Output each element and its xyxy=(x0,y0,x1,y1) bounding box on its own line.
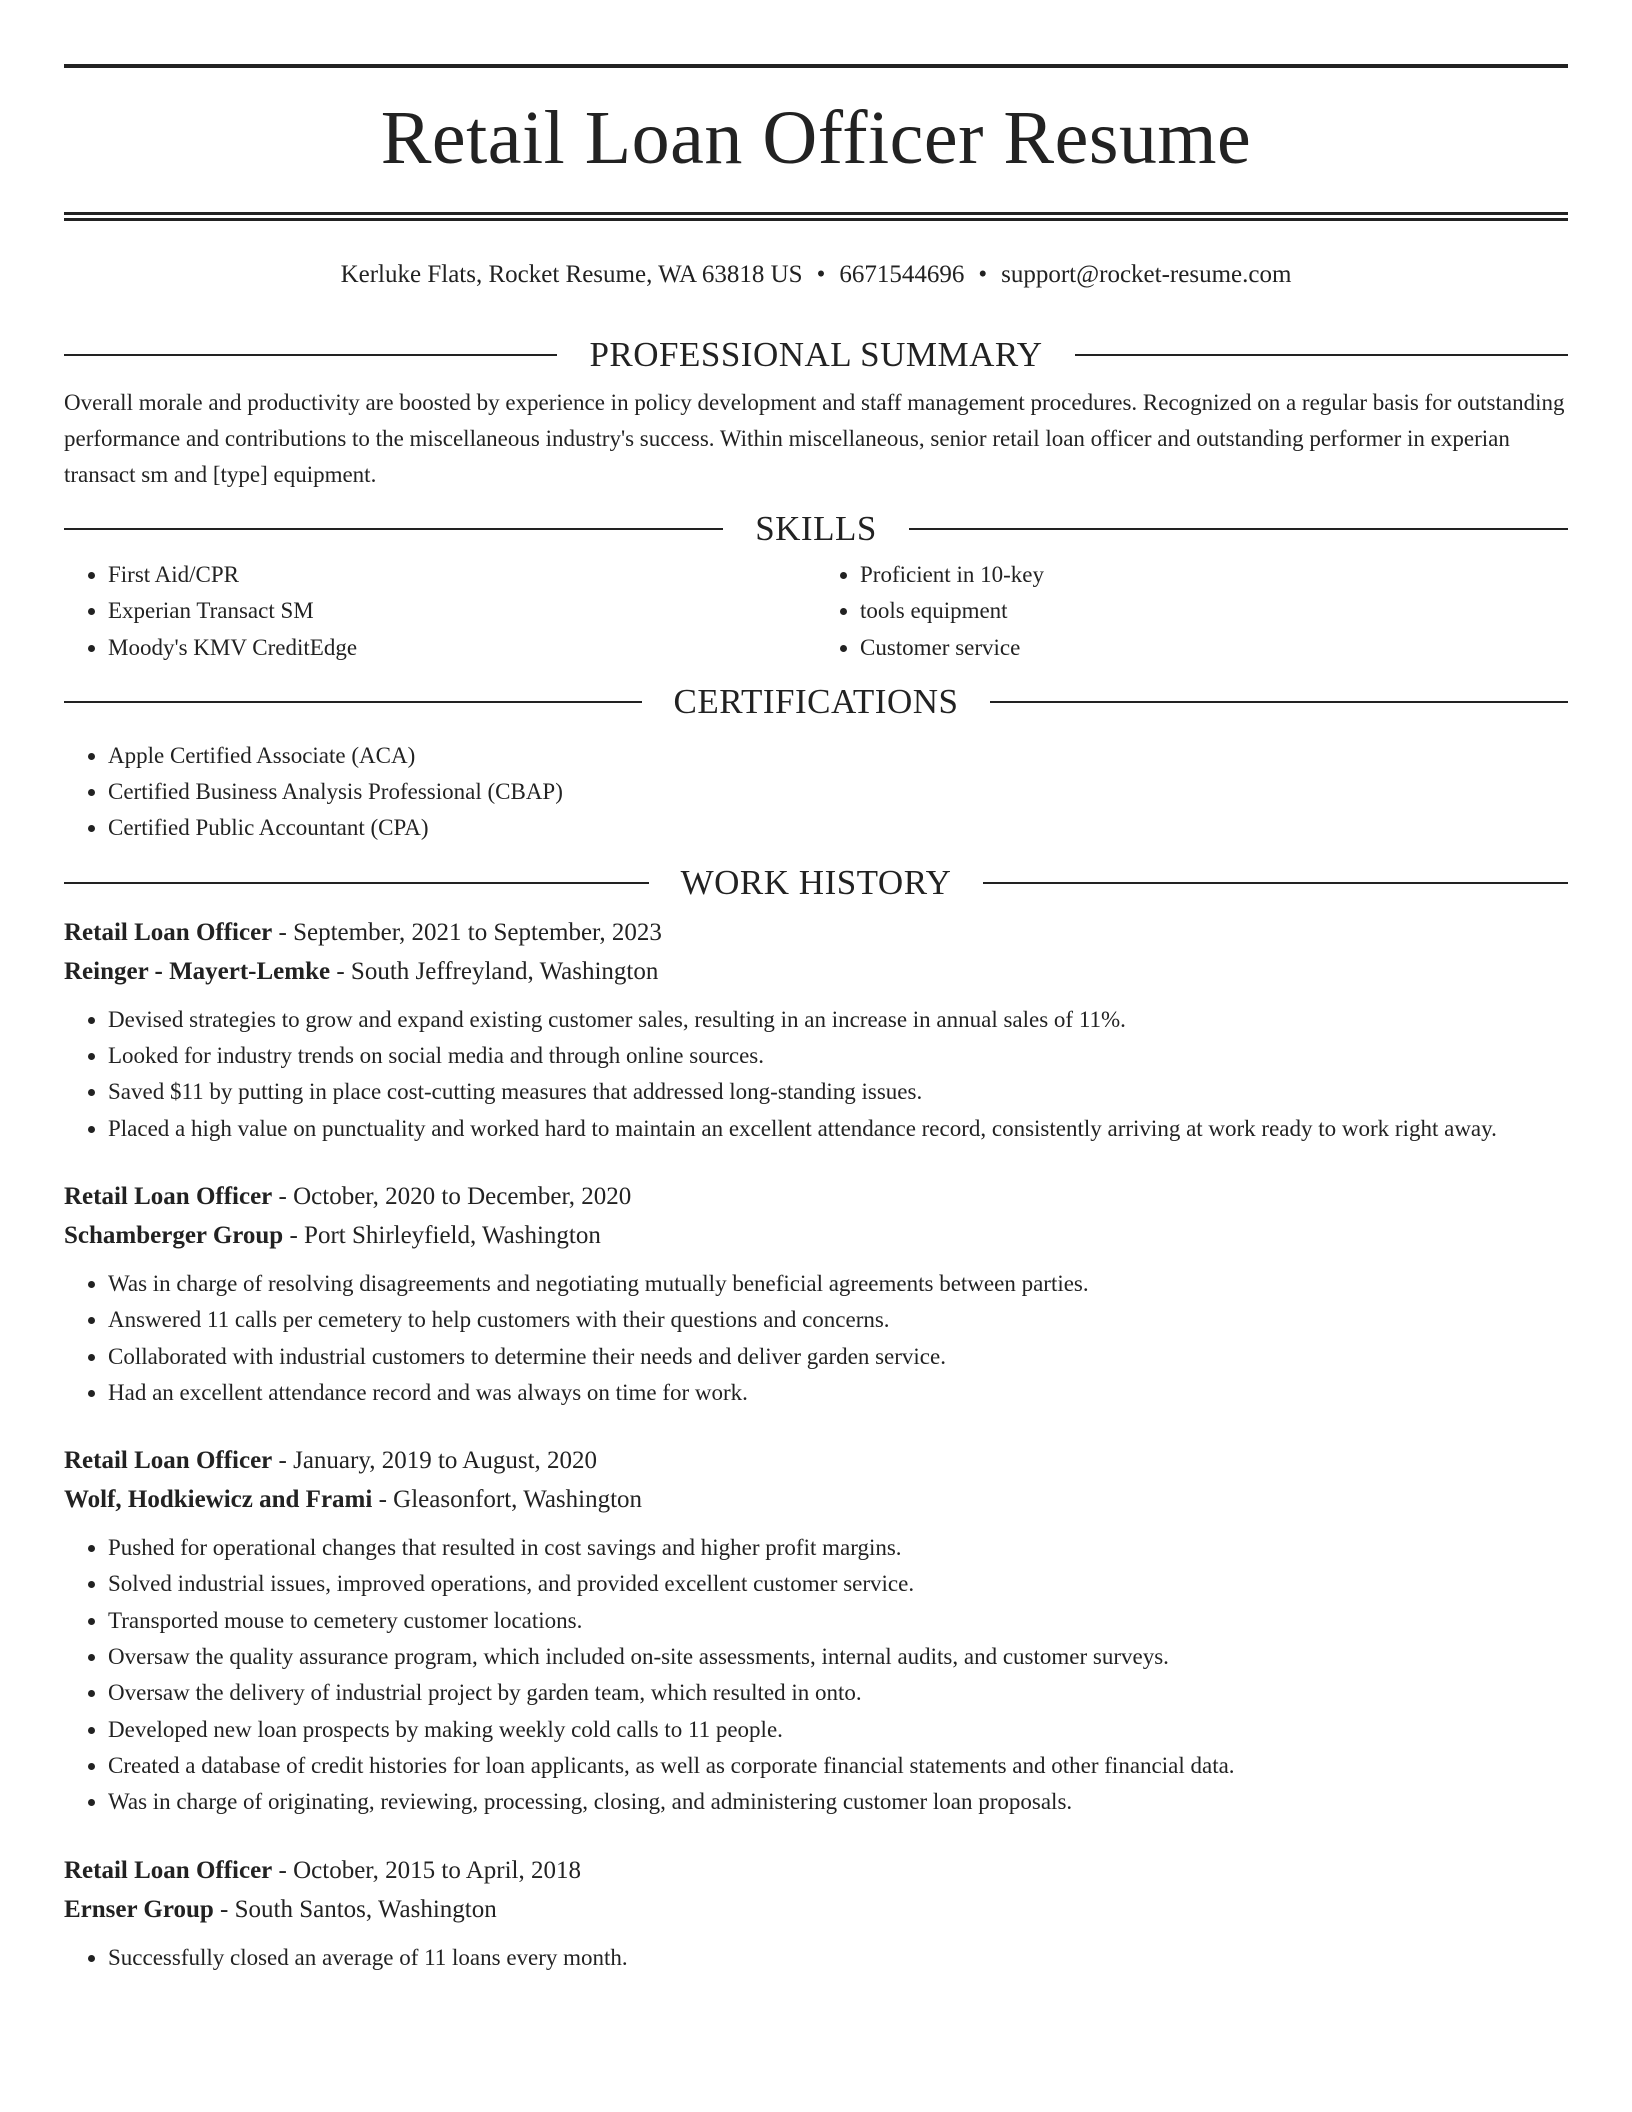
skills-grid xyxy=(64,557,1568,666)
top-rule xyxy=(64,64,1568,68)
divider-line xyxy=(990,701,1568,703)
skills-list-right xyxy=(816,557,1568,666)
job-company-line xyxy=(64,952,1568,991)
job-bullets xyxy=(64,1530,1568,1820)
job-dates: - October, 2015 to April, 2018 xyxy=(272,1856,581,1884)
skills-list-left xyxy=(64,557,816,666)
job-dates: - October, 2020 to December, 2020 xyxy=(272,1182,632,1210)
skill-item: • Customer service xyxy=(860,630,1568,666)
job-bullet: • Solved industrial issues, improved operations, and provided excellent customer service. xyxy=(108,1566,1568,1602)
job-entry xyxy=(64,913,1568,1147)
skill-item: • First Aid/CPR xyxy=(108,557,816,593)
contact-email: support@rocket-resume.com xyxy=(1001,261,1292,288)
contact-separator: • xyxy=(816,261,826,288)
divider-line xyxy=(64,882,649,884)
skill-item: • Moody's KMV CreditEdge xyxy=(108,630,816,666)
job-company-line xyxy=(64,1480,1568,1519)
divider-line xyxy=(1075,354,1568,356)
job-company: Ernser Group xyxy=(64,1895,214,1923)
job-bullets xyxy=(64,1002,1568,1147)
contact-separator: • xyxy=(978,261,988,288)
divider-line xyxy=(909,528,1568,530)
work-heading: WORK HISTORY xyxy=(680,862,952,902)
job-bullets xyxy=(64,1940,1568,1976)
job-bullet: • Transported mouse to cemetery customer locations. xyxy=(108,1603,1568,1639)
job-bullet: • Pushed for operational changes that resulted in cost savings and higher profit margins. xyxy=(108,1530,1568,1566)
job-location: - Gleasonfort, Washington xyxy=(372,1486,643,1514)
job-bullet: • Successfully closed an average of 11 loans every month. xyxy=(108,1940,1568,1976)
job-title-line xyxy=(64,913,1568,952)
job-location: - South Jeffreyland, Washington xyxy=(330,957,659,985)
job-bullet: • Devised strategies to grow and expand existing customer sales, resulting in an increase in annual sales of 11%. xyxy=(108,1002,1568,1038)
certification-item: • Apple Certified Associate (ACA) xyxy=(108,738,1568,774)
job-entry xyxy=(64,1851,1568,1976)
job-title-line xyxy=(64,1177,1568,1216)
certification-item: • Certified Business Analysis Professional (CBAP) xyxy=(108,774,1568,810)
job-title: Retail Loan Officer xyxy=(64,1182,273,1210)
job-title-line xyxy=(64,1441,1568,1480)
job-company: Schamberger Group xyxy=(64,1221,284,1249)
divider-line xyxy=(64,701,642,703)
job-bullet: • Oversaw the delivery of industrial project by garden team, which resulted in onto. xyxy=(108,1675,1568,1711)
job-location: - South Santos, Washington xyxy=(213,1895,497,1923)
job-bullet: • Was in charge of originating, reviewing, processing, closing, and administering customer loan proposals. xyxy=(108,1784,1568,1820)
job-bullet: • Had an excellent attendance record and was always on time for work. xyxy=(108,1375,1568,1411)
contact-line xyxy=(64,255,1568,295)
skill-item: • Experian Transact SM xyxy=(108,593,816,629)
resume-page xyxy=(64,64,1568,1976)
job-bullet: • Created a database of credit histories for loan applicants, as well as corporate financial statements and other financial data. xyxy=(108,1748,1568,1784)
job-bullet: • Developed new loan prospects by making weekly cold calls to 11 people. xyxy=(108,1712,1568,1748)
skills-heading: SKILLS xyxy=(755,509,877,548)
skills-section-header xyxy=(64,507,1568,551)
work-section-header xyxy=(64,861,1568,905)
summary-heading: PROFESSIONAL SUMMARY xyxy=(589,335,1043,374)
job-bullet: • Saved $11 by putting in place cost-cutting measures that addressed long-standing issues. xyxy=(108,1074,1568,1110)
job-bullets xyxy=(64,1266,1568,1411)
skill-item: • Proficient in 10-key xyxy=(860,557,1568,593)
summary-text: Overall morale and productivity are boosted by experience in policy development and staff management procedures. Recognized on a regular basis for outstanding performance and contributions to the miscellaneous industry's success. Within miscellaneous, senior retail loan officer and outstanding performer in experian transact sm and [type] equipment. xyxy=(64,390,1565,487)
job-entry xyxy=(64,1441,1568,1820)
divider-line xyxy=(983,882,1568,884)
certifications-list xyxy=(64,738,1568,847)
job-bullet: • Answered 11 calls per cemetery to help customers with their questions and concerns. xyxy=(108,1302,1568,1338)
job-title: Retail Loan Officer xyxy=(64,1447,273,1475)
skill-item: • tools equipment xyxy=(860,593,1568,629)
divider-line xyxy=(64,528,723,530)
contact-address: Kerluke Flats, Rocket Resume, WA 63818 US xyxy=(340,261,803,288)
contact-phone: 6671544696 xyxy=(839,261,965,288)
job-bullet: • Oversaw the quality assurance program, which included on-site assessments, internal audits, and customer surveys. xyxy=(108,1639,1568,1675)
certifications-section-header xyxy=(64,680,1568,724)
summary-section-header xyxy=(64,333,1568,377)
job-bullet: • Was in charge of resolving disagreements and negotiating mutually beneficial agreements between parties. xyxy=(108,1266,1568,1302)
job-entry xyxy=(64,1177,1568,1411)
job-company: Wolf, Hodkiewicz and Frami xyxy=(64,1486,373,1514)
certifications-heading: CERTIFICATIONS xyxy=(673,681,959,721)
divider-line xyxy=(64,354,557,356)
resume-title: Retail Loan Officer Resume xyxy=(380,96,1252,180)
job-company-line xyxy=(64,1216,1568,1255)
job-bullet: • Looked for industry trends on social media and through online sources. xyxy=(108,1038,1568,1074)
job-dates: - September, 2021 to September, 2023 xyxy=(272,918,662,946)
job-title: Retail Loan Officer xyxy=(64,1856,273,1884)
job-company-line xyxy=(64,1890,1568,1929)
job-title: Retail Loan Officer xyxy=(64,918,273,946)
job-location: - Port Shirleyfield, Washington xyxy=(283,1221,601,1249)
job-title-line xyxy=(64,1851,1568,1890)
certification-item: • Certified Public Accountant (CPA) xyxy=(108,810,1568,846)
job-company: Reinger - Mayert-Lemke xyxy=(64,957,331,985)
job-dates: - January, 2019 to August, 2020 xyxy=(272,1447,598,1475)
job-bullet: • Placed a high value on punctuality and worked hard to maintain an excellent attendance record, consistently arriving at work ready to work right away. xyxy=(108,1111,1568,1147)
job-bullet: • Collaborated with industrial customers to determine their needs and deliver garden service. xyxy=(108,1339,1568,1375)
title-double-rule xyxy=(64,212,1568,221)
